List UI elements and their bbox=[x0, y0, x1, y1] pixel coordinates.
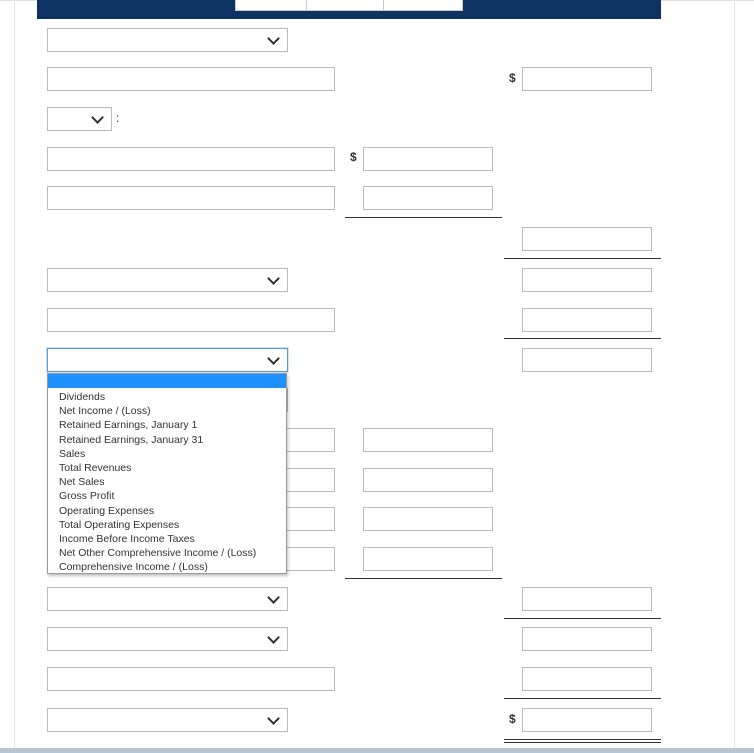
subtotal-line bbox=[504, 618, 661, 619]
label-field-4[interactable] bbox=[47, 147, 335, 171]
dropdown-option[interactable]: Net Other Comprehensive Income / (Loss) bbox=[59, 547, 257, 560]
amount-field-col3-6[interactable] bbox=[522, 227, 652, 251]
account-select-15[interactable] bbox=[47, 587, 288, 611]
amount-field-col3-16[interactable] bbox=[522, 627, 652, 651]
dropdown-option[interactable]: Gross Profit bbox=[59, 490, 115, 503]
label-field-5[interactable] bbox=[47, 186, 335, 210]
chevron-down-icon bbox=[267, 32, 280, 45]
subtotal-line bbox=[504, 338, 661, 339]
dropdown-option[interactable]: Total Operating Expenses bbox=[59, 518, 180, 531]
subtotal-line bbox=[345, 578, 502, 579]
amount-field-col3-8[interactable] bbox=[522, 308, 652, 332]
label-field-17[interactable] bbox=[47, 667, 335, 691]
small-select-3[interactable] bbox=[47, 107, 112, 131]
chevron-down-icon bbox=[267, 631, 280, 644]
amount-field-col2-11[interactable] bbox=[363, 428, 493, 452]
subtotal-line bbox=[504, 698, 661, 699]
dropdown-option[interactable]: Sales bbox=[59, 447, 86, 460]
label-field-8[interactable] bbox=[47, 308, 335, 332]
dollar-sign: $ bbox=[509, 712, 516, 726]
total-underline bbox=[504, 742, 661, 743]
chevron-down-icon bbox=[267, 712, 280, 725]
amount-field-col3-17[interactable] bbox=[522, 667, 652, 691]
dropdown-option[interactable]: Net Sales bbox=[59, 476, 105, 489]
account-select-18[interactable] bbox=[47, 708, 288, 732]
amount-field-col3-7[interactable] bbox=[522, 268, 652, 292]
page-edge-right bbox=[734, 0, 735, 753]
page-edge-left bbox=[14, 0, 15, 753]
dropdown-option[interactable]: Comprehensive Income / (Loss) bbox=[59, 561, 208, 574]
dropdown-option[interactable]: Operating Expenses bbox=[59, 504, 155, 517]
dropdown-option[interactable]: Total Revenues bbox=[59, 462, 132, 475]
dollar-sign: $ bbox=[350, 150, 357, 164]
dropdown-options bbox=[59, 390, 256, 575]
amount-field-col2-5[interactable] bbox=[363, 186, 493, 210]
dropdown-highlighted-blank-option[interactable] bbox=[48, 374, 286, 388]
header-tabs bbox=[235, 0, 463, 11]
tab-divider bbox=[306, 0, 307, 10]
dropdown-list[interactable] bbox=[47, 373, 287, 574]
label-field-2[interactable] bbox=[47, 67, 335, 91]
subtotal-line bbox=[345, 217, 502, 218]
account-select-1[interactable] bbox=[47, 28, 288, 52]
chevron-down-icon bbox=[267, 272, 280, 285]
amount-field-col2-13[interactable] bbox=[363, 507, 493, 531]
total-underline bbox=[504, 739, 661, 740]
amount-field-col2-14[interactable] bbox=[363, 547, 493, 571]
dropdown-option[interactable]: Net Income / (Loss) bbox=[59, 405, 151, 418]
amount-field-col2-12[interactable] bbox=[363, 468, 493, 492]
tab-divider bbox=[383, 0, 384, 10]
amount-field-col3-18[interactable] bbox=[522, 708, 652, 732]
amount-field-col3-9[interactable] bbox=[522, 348, 652, 372]
amount-field-col2-4[interactable] bbox=[363, 147, 493, 171]
account-select-16[interactable] bbox=[47, 627, 288, 651]
amount-field-col3-15[interactable] bbox=[522, 587, 652, 611]
bottom-rule bbox=[0, 748, 754, 753]
amount-field-col3-2[interactable] bbox=[522, 67, 652, 91]
chevron-down-icon bbox=[267, 352, 280, 365]
account-select-9[interactable] bbox=[47, 348, 288, 372]
dropdown-option[interactable]: Retained Earnings, January 1 bbox=[59, 419, 198, 432]
chevron-down-icon bbox=[91, 111, 104, 124]
chevron-down-icon bbox=[267, 591, 280, 604]
dropdown-option[interactable]: Retained Earnings, January 31 bbox=[59, 433, 204, 446]
dropdown-option[interactable]: Income Before Income Taxes bbox=[59, 533, 195, 546]
dollar-sign: $ bbox=[509, 71, 516, 85]
subtotal-line bbox=[504, 258, 661, 259]
dropdown-option[interactable]: Dividends bbox=[59, 391, 106, 403]
colon-label: : bbox=[116, 111, 120, 125]
account-select-7[interactable] bbox=[47, 268, 288, 292]
